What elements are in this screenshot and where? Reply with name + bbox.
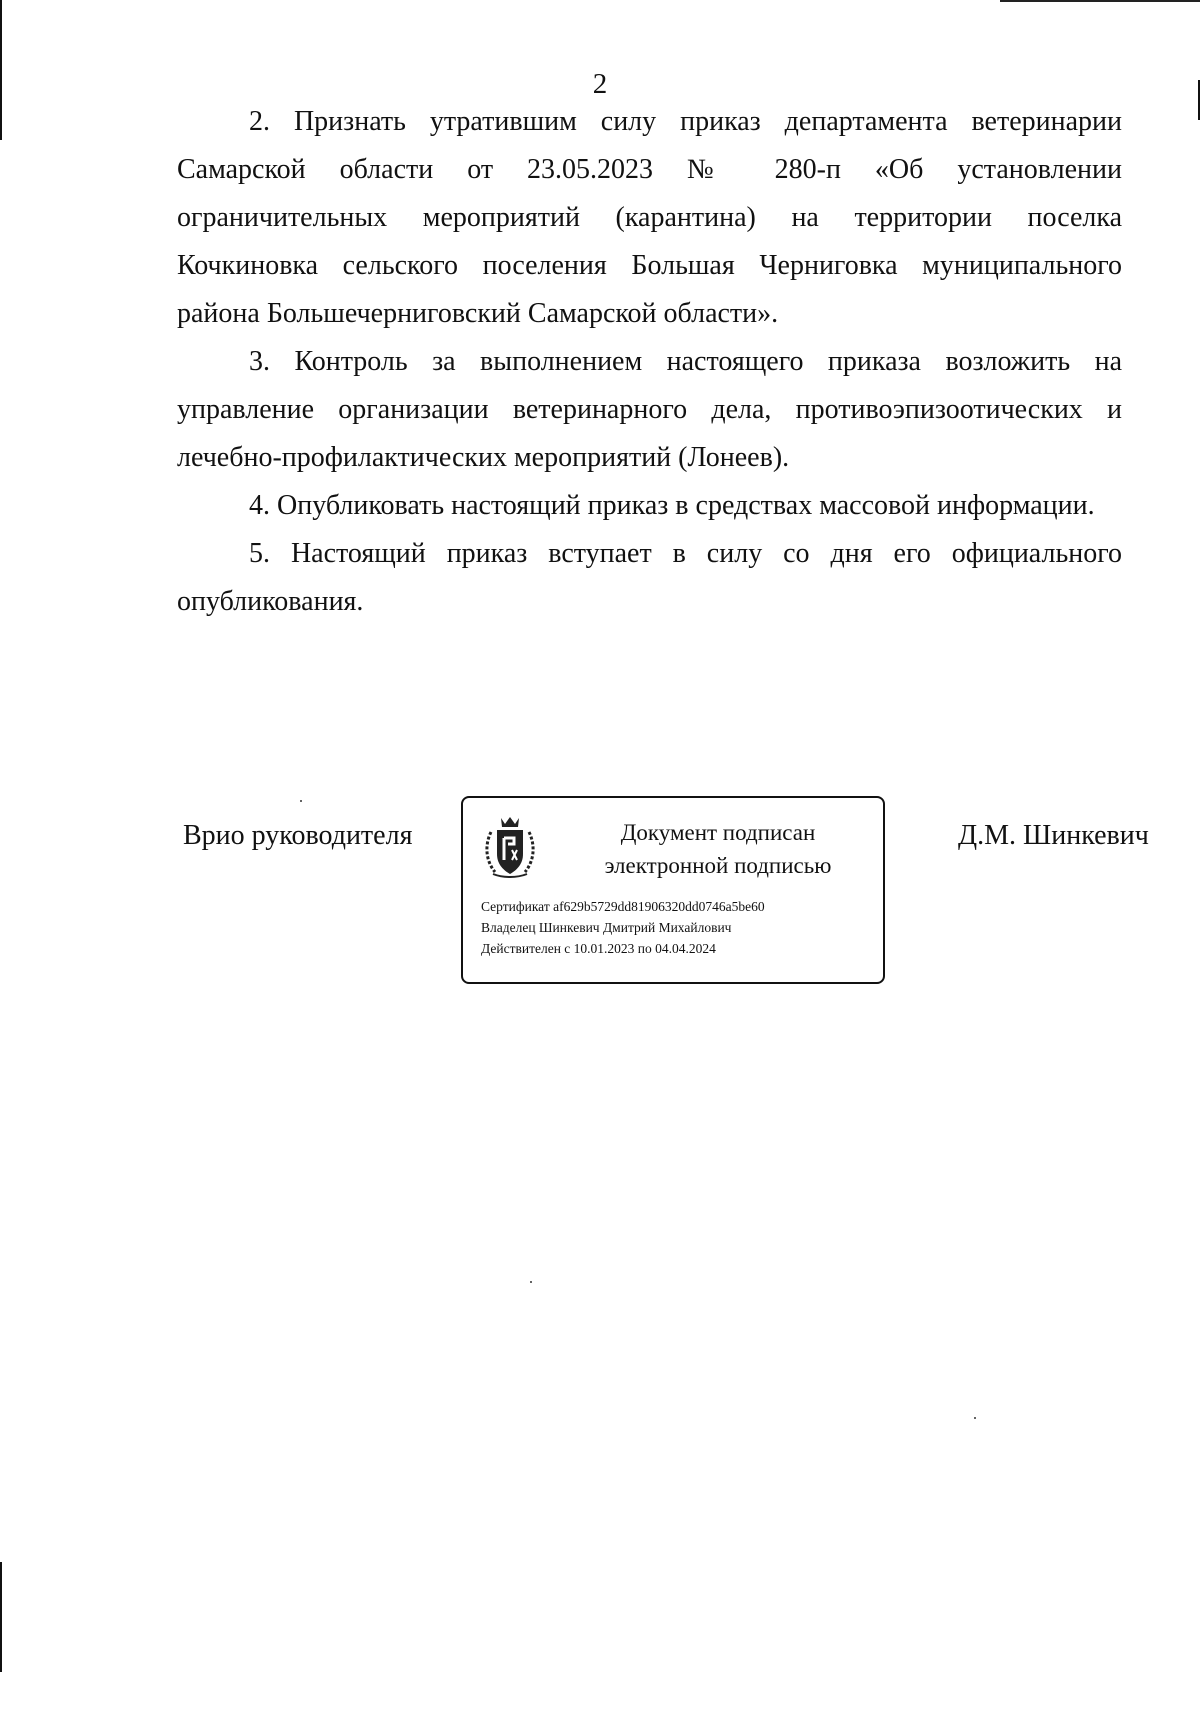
scan-speck <box>530 1281 532 1283</box>
paragraph-3: 3. Контроль за выполнением настоящего приказа возложить на управление организации ветеринарного дела, противоэпизоотических и лечебно-профилактических мероприятий (Лонеев). <box>177 346 1122 473</box>
scan-line-artifact <box>1000 0 1200 2</box>
paragraph-2: 2. Признать утратившим силу приказ департамента ветеринарии Самарской области от 23.05.2023 № 280-п «Об установлении ограничительных мероприятий (карантина) на территории поселка Кочкиновка сельского поселения Большая Черниговка муниципального района Большечерниговский Самарской области». <box>177 106 1122 329</box>
stamp-details <box>481 896 765 959</box>
signer-name: Д.М. Шинкевич <box>958 820 1149 851</box>
page-number: 2 <box>592 68 608 100</box>
document-body <box>177 98 1122 626</box>
coat-of-arms-icon <box>481 814 539 880</box>
electronic-signature-stamp <box>461 796 885 984</box>
stamp-heading <box>573 816 863 882</box>
stamp-heading-line2: электронной подписью <box>604 853 832 878</box>
scan-speck <box>974 1417 976 1419</box>
stamp-certificate: Сертификат af629b5729dd81906320dd0746a5be60 <box>481 899 765 914</box>
stamp-owner: Владелец Шинкевич Дмитрий Михайлович <box>481 920 732 935</box>
signer-position: Врио руководителя <box>183 820 413 851</box>
scan-edge-artifact <box>0 1562 2 1672</box>
paragraph-4: 4. Опубликовать настоящий приказ в средствах массовой информации. <box>249 490 1095 521</box>
scan-speck <box>300 800 302 802</box>
stamp-heading-line1: Документ подписан <box>620 820 816 845</box>
paragraph-5: 5. Настоящий приказ вступает в силу со дня его официального опубликования. <box>177 538 1122 617</box>
stamp-validity: Действителен с 10.01.2023 по 04.04.2024 <box>481 941 716 956</box>
